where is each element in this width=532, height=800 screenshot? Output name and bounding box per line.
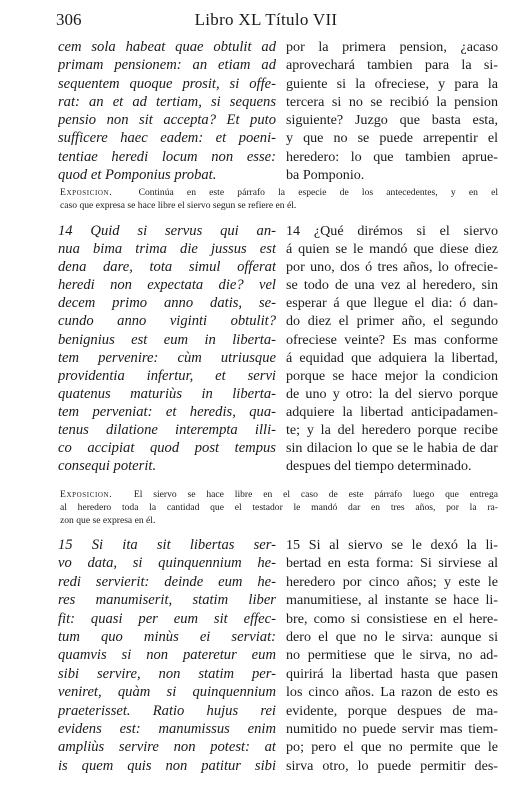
spanish-column: [286, 222, 498, 475]
latin-line: rat: an et ad tertiam, si sequens: [58, 93, 276, 110]
spanish-line: despues del tiempo determinado.: [286, 458, 472, 475]
latin-line: redi servierit: deinde eum he-: [58, 573, 276, 590]
spanish-line: se todo de una vez al heredero, sin: [286, 277, 498, 294]
latin-line: evidens est: manumissus enim: [58, 720, 276, 737]
latin-line: co accipiat quod post tempus: [58, 440, 276, 457]
spanish-line: porque se hace mejor la condicion: [286, 367, 498, 384]
latin-line: providentia infertur, et servi: [58, 367, 276, 384]
spanish-line: adquiere la libertad anticipadamen-: [286, 403, 498, 420]
spanish-line: dero el que no le sirva: aunque si: [286, 628, 498, 645]
latin-line: tenus dilatione interempta illi-: [58, 422, 276, 439]
latin-line: res manumiserit, statim liber: [58, 592, 276, 609]
exposicion-label: Exposicion.: [60, 489, 113, 500]
spanish-line: do diez el primer año, el segundo: [286, 313, 498, 330]
spanish-line: evidente, porque despues de ma-: [286, 702, 498, 719]
latin-line: tem perveniat: et heredis, qua-: [58, 403, 276, 420]
latin-column: [58, 38, 276, 184]
spanish-line: bre, como si consistiese en el here-: [286, 610, 498, 627]
exposicion-note-2: [60, 488, 498, 527]
spanish-line: y que no se puede arrepentir el: [286, 130, 498, 147]
spanish-line: guiente si la ofreciese, y para la: [286, 75, 498, 92]
latin-line: sibi servire, non statim per-: [58, 665, 276, 682]
exposicion-text: El siervo se hace libre en el caso de este párrafo luego que entrega: [133, 489, 498, 500]
spanish-line: aprovechará tambien para la si-: [286, 57, 498, 74]
latin-line: cundo anno viginti obtulit?: [58, 313, 276, 330]
spanish-line: quirirá la libertad hasta que pasen: [286, 665, 498, 682]
spanish-line: ba Pomponio.: [286, 167, 365, 184]
latin-line: veniret, quàm si quinquennium: [58, 684, 276, 701]
latin-column: [58, 536, 276, 775]
latin-line: dena dare, tota simul offerat: [58, 259, 276, 276]
latin-line: 15 Si ita sit libertas ser-: [58, 537, 276, 553]
exposicion-note-1: [60, 186, 498, 212]
section-3: [58, 536, 496, 778]
running-title: Libro XL Título VII: [194, 10, 338, 29]
spanish-line: numitido no puede servir mas tiem-: [286, 720, 498, 737]
spanish-column: [286, 536, 498, 775]
spanish-line: de uno y otro: la del siervo porque: [286, 385, 498, 402]
latin-line: 14 Quid si servus qui an-: [58, 223, 276, 239]
spanish-line: heredero: lo que tambien aprue-: [286, 148, 498, 165]
latin-line: consequi poterit.: [58, 458, 157, 475]
latin-line: nua bima trima die jussus est: [58, 241, 276, 258]
latin-line: tem pervenire: cùm utriusque: [58, 349, 276, 366]
latin-line: sufficere haec eadem: et poeni-: [58, 130, 276, 147]
latin-line: vo data, si quinquennium he-: [58, 555, 276, 572]
spanish-line: sirva otro, lo puede permitir des-: [286, 757, 498, 774]
exposicion-text: al heredero toda la cantidad que el testador le mandó dar en tres años, por la ra-: [60, 502, 498, 513]
spanish-line: 14 ¿Qué dirémos si el siervo: [286, 223, 498, 239]
latin-line: ampliùs servire non potest: at: [58, 739, 276, 756]
exposicion-text: caso que expresa se hace libre el siervo segun se refiere en él.: [60, 200, 297, 211]
exposicion-label: Exposicion.: [60, 187, 113, 198]
spanish-line: manumitiese, al instante se hace li-: [286, 592, 498, 609]
running-header: [0, 10, 532, 32]
spanish-line: po; pero el que no permite que le: [286, 739, 498, 756]
latin-line: decem primo anno datis, se-: [58, 295, 276, 312]
latin-line: heredi non expectata die? vel: [58, 277, 276, 294]
spanish-line: á quien se le mandó que diese diez: [286, 241, 498, 258]
spanish-line: te; y la del heredero porque recibe: [286, 422, 498, 439]
latin-line: tum quo minùs ei serviat:: [58, 628, 276, 645]
spanish-line: por la primera pension, ¿acaso: [286, 39, 498, 55]
latin-line: is quem quis non patitur sibi: [58, 757, 276, 774]
page-number: 306: [56, 10, 82, 29]
latin-line: fit: quasi per eum sit effec-: [58, 610, 276, 627]
spanish-line: por uno, dos ó tres años, lo ofrecie-: [286, 259, 498, 276]
latin-line: benignius est eum in liberta-: [58, 331, 276, 348]
exposicion-text: Continúa en este párrafo la especie de los antecedentes, y en el: [138, 187, 498, 198]
spanish-line: tercera si no se recibió la pension: [286, 93, 498, 110]
spanish-line: siguiente? Juzgo que basta esta,: [286, 112, 498, 129]
spanish-line: 15 Si al siervo se le dexó la li-: [286, 537, 498, 553]
section-1: [58, 38, 496, 188]
latin-line: primam pensionem: an etiam ad: [58, 57, 276, 74]
latin-line: quatenus maturiùs in liberta-: [58, 385, 276, 402]
section-2: [58, 222, 496, 478]
latin-line: cem sola habeat quae obtulit ad: [58, 39, 276, 55]
spanish-line: los cinco años. La razon de esto es: [286, 684, 498, 701]
latin-line: quod et Pomponius probat.: [58, 167, 217, 184]
spanish-line: sin dilacion lo que se le habia de dar: [286, 440, 498, 457]
exposicion-text: zon que se expresa en él.: [60, 515, 156, 526]
spanish-line: ofreciese veinte? Es mas conforme: [286, 331, 498, 348]
spanish-column: [286, 38, 498, 184]
spanish-line: heredero por cinco años; y este le: [286, 573, 498, 590]
latin-line: praeterisset. Ratio hujus rei: [58, 702, 276, 719]
latin-line: pensio non sit accepta? Et puto: [58, 112, 276, 129]
latin-line: tentiae heredi locum non esse:: [58, 148, 276, 165]
spanish-line: esperar á que llegue el dia: ó dan-: [286, 295, 498, 312]
latin-line: sequentem quoque prosit, si offe-: [58, 75, 276, 92]
spanish-line: á equidad que adquiera la libertad,: [286, 349, 498, 366]
spanish-line: no permitiese que le sirva, no ad-: [286, 647, 498, 664]
latin-column: [58, 222, 276, 475]
spanish-line: bertad en esta forma: Si sirviese al: [286, 555, 498, 572]
latin-line: quamvis si non pateretur eum: [58, 647, 276, 664]
